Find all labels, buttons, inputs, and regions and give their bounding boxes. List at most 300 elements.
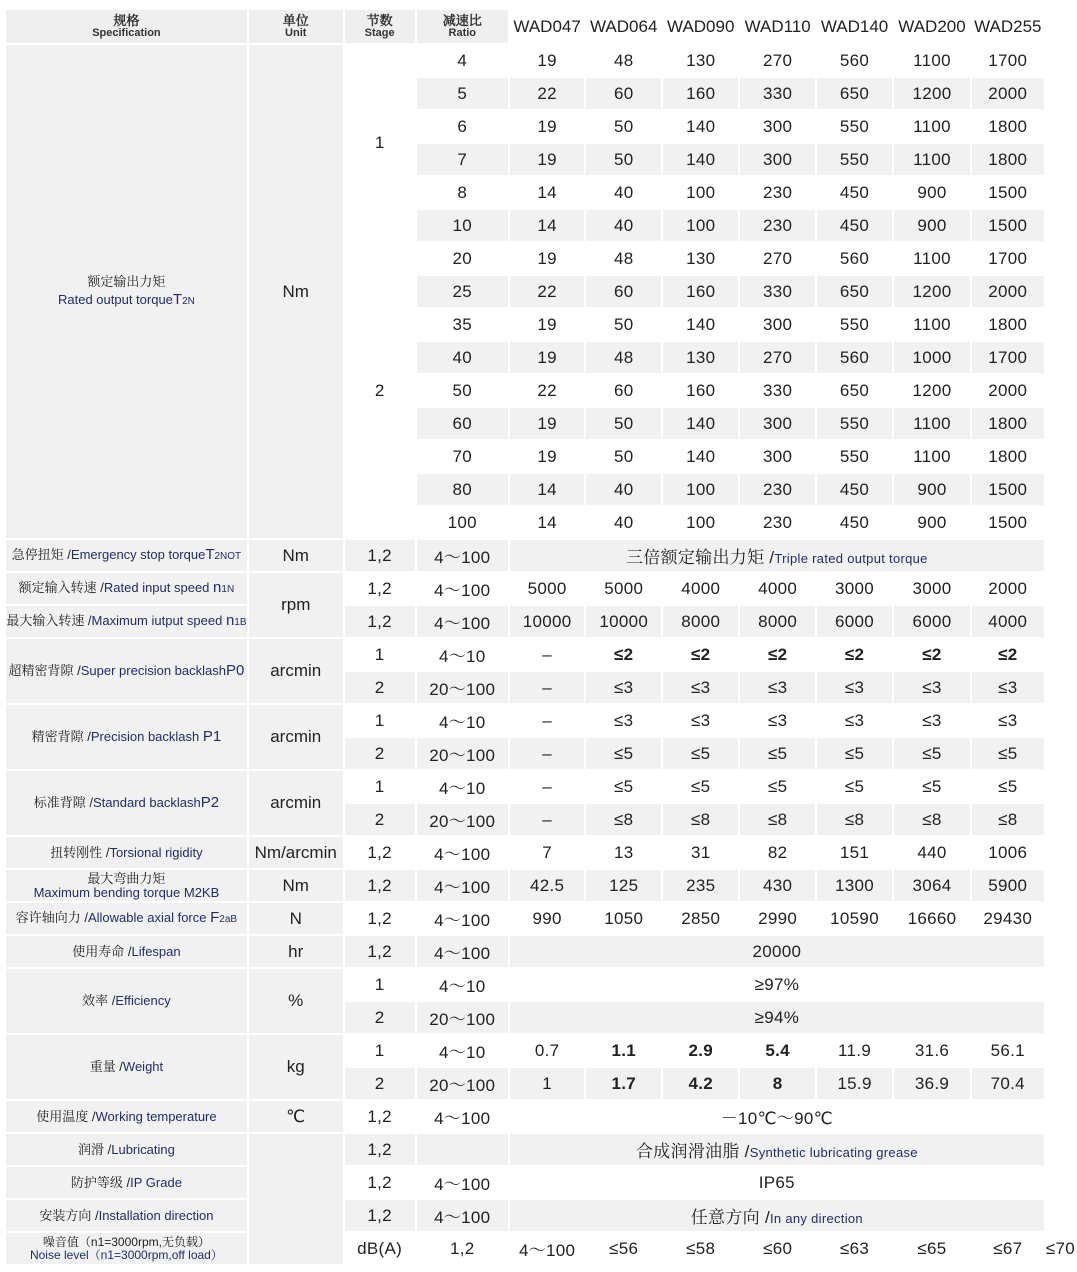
installation-label	[6, 1200, 247, 1231]
value-cell: 300	[763, 314, 793, 334]
value-cell: 11.9	[817, 1035, 892, 1066]
rated-torque-label-cn: 额定输出力矩	[87, 273, 166, 289]
value-cell: 2000	[972, 78, 1044, 109]
value-cell: 48	[613, 248, 634, 268]
value-cell: 5900	[972, 870, 1044, 901]
value-cell: 330	[740, 276, 814, 307]
value-cell: 160	[663, 276, 738, 307]
rated-torque-stage-2: 2	[345, 243, 415, 538]
stage-cell: 1,2	[345, 573, 415, 604]
ratio-cell: 8	[457, 182, 468, 202]
value-cell: ≤2	[894, 639, 969, 670]
rated-torque-sub: 2N	[182, 296, 195, 308]
value-cell: 5.4	[740, 1035, 814, 1066]
value-cell: 1500	[988, 512, 1028, 532]
value-cell: ≤2	[972, 639, 1044, 670]
header-unit-cn: 单位	[282, 12, 309, 28]
header-model: WAD200	[894, 10, 969, 43]
speed-unit: rpm	[249, 573, 343, 637]
value-cell: ≤8	[894, 804, 969, 835]
value-cell: 3064	[894, 870, 969, 901]
value-cell: 36.9	[894, 1068, 969, 1099]
ratio-cell: 4～100	[417, 837, 508, 868]
value-cell: 300	[740, 144, 814, 175]
header-stage	[345, 10, 415, 43]
value-cell: 5000	[586, 573, 661, 604]
value-cell: 550	[839, 314, 870, 334]
stage-cell: 2	[345, 738, 415, 769]
value-cell: 900	[917, 512, 947, 532]
table-row	[6, 639, 1075, 670]
value-cell: –	[510, 705, 585, 736]
value-cell: ≤3	[740, 705, 814, 736]
lubricating-value	[510, 1134, 1044, 1165]
stage-cell: 1,2	[345, 1200, 415, 1231]
efficiency-value: ≥97%	[510, 969, 1044, 1000]
value-cell: 1500	[988, 182, 1028, 202]
axial-sub: 2aB	[219, 914, 238, 926]
emergency-value-cn: 三倍额定输出力矩 /	[625, 548, 775, 567]
value-cell: 270	[740, 342, 814, 373]
ratio-cell: 4～100	[417, 903, 508, 934]
ratio-cell: 4～100	[510, 1233, 585, 1264]
value-cell: 50	[613, 116, 634, 136]
ratio-cell	[417, 1134, 508, 1165]
max-speed-sub: 1B	[234, 617, 247, 629]
value-cell: 31	[663, 837, 738, 868]
value-cell: ≤5	[972, 771, 1044, 802]
table-row	[6, 1233, 1075, 1264]
value-cell: ≤2	[586, 639, 661, 670]
value-cell: 6000	[817, 606, 892, 637]
value-cell: ≤3	[663, 672, 738, 703]
ratio-cell: 4～10	[417, 639, 508, 670]
bending-label-cn: 最大弯曲力矩	[87, 870, 166, 886]
value-cell: 14	[510, 210, 585, 241]
backlash-precision-symbol: P1	[202, 727, 222, 745]
value-cell: 650	[839, 380, 870, 400]
table-row	[6, 1167, 1075, 1198]
stage-cell: 1,2	[345, 903, 415, 934]
value-cell: 1800	[972, 144, 1044, 175]
value-cell: 1100	[894, 408, 969, 439]
stage-cell: 2	[345, 1068, 415, 1099]
header-model: WAD047	[510, 10, 585, 43]
value-cell: 10590	[817, 903, 892, 934]
value-cell: 1200	[894, 78, 969, 109]
value-cell: 22	[510, 276, 585, 307]
header-spec-cn: 规格	[113, 12, 140, 28]
value-cell: 140	[686, 314, 716, 334]
value-cell: ≤3	[586, 705, 661, 736]
value-cell: 2990	[740, 903, 814, 934]
backlash-precision-unit: arcmin	[249, 705, 343, 769]
value-cell: 300	[763, 116, 793, 136]
stage-cell: 1,2	[345, 837, 415, 868]
rated-torque-label-en: Rated output torque	[57, 292, 173, 308]
rated-torque-label	[6, 45, 247, 538]
bending-label-en: Maximum bending torque M2KB	[33, 884, 220, 900]
table-row	[6, 936, 1075, 967]
stage-cell: 2	[345, 672, 415, 703]
value-cell: ≤5	[586, 738, 661, 769]
value-cell: 130	[663, 342, 738, 373]
stage-cell: 1,2	[417, 1233, 508, 1264]
value-cell: ≤2	[817, 639, 892, 670]
value-cell: 40	[586, 210, 661, 241]
bending-unit: Nm	[249, 870, 343, 901]
value-cell: ≤3	[972, 672, 1044, 703]
lubricating-label-en: Lubricating	[111, 1141, 175, 1157]
value-cell: –	[510, 672, 585, 703]
table-row	[6, 1134, 1075, 1165]
installation-value	[510, 1200, 1044, 1231]
backlash-standard-symbol: P2	[200, 793, 220, 811]
value-cell: 8000	[663, 606, 738, 637]
header-ratio-en: Ratio	[448, 26, 477, 39]
value-cell: 130	[686, 248, 716, 268]
header-unit	[249, 10, 343, 43]
value-cell: ≤3	[586, 672, 661, 703]
emergency-value-en: Triple rated output torque	[774, 551, 928, 566]
ratio-cell: 20～100	[417, 1002, 508, 1033]
value-cell: 160	[686, 380, 716, 400]
value-cell: 270	[763, 50, 793, 70]
value-cell: 48	[586, 342, 661, 373]
noise-label-cn: 噪音值（n1=3000rpm,无负载）	[42, 1234, 210, 1249]
ratio-cell: 20	[452, 248, 473, 268]
noise-label	[6, 1233, 247, 1264]
efficiency-label-cn: 效率 /	[82, 993, 116, 1009]
value-cell: 650	[817, 78, 892, 109]
lifespan-label-en: Lifespan	[131, 943, 181, 959]
ratio-cell: 100	[447, 512, 477, 532]
ratio-cell: 70	[452, 446, 473, 466]
max-speed-label-en: Maximum iutput speed	[91, 613, 223, 629]
value-cell: 235	[663, 870, 738, 901]
backlash-precision-label-cn: 精密背隙 /	[31, 728, 91, 744]
value-cell: ≤3	[972, 705, 1044, 736]
value-cell: 10000	[510, 606, 585, 637]
value-cell: 3000	[894, 573, 969, 604]
backlash-precision-label-en: Precision backlash	[90, 728, 200, 744]
value-cell: 990	[510, 903, 585, 934]
efficiency-label-en: Efficiency	[115, 993, 171, 1009]
value-cell: 31.6	[894, 1035, 969, 1066]
value-cell: 1100	[913, 314, 951, 334]
value-cell: ≤5	[740, 771, 814, 802]
value-cell: 8000	[740, 606, 814, 637]
ip-label	[6, 1167, 247, 1198]
value-cell: 40	[586, 474, 661, 505]
value-cell: 270	[763, 248, 793, 268]
installation-label-en: Installation direction	[98, 1207, 214, 1223]
ratio-cell: 4～10	[417, 1035, 508, 1066]
value-cell: 8	[740, 1068, 814, 1099]
backlash-standard-label-en: Standard backlash	[93, 794, 201, 810]
ratio-cell: 4～100	[417, 870, 508, 901]
value-cell: 1	[510, 1068, 585, 1099]
header-ratio	[417, 10, 508, 43]
value-cell: 2.9	[663, 1035, 738, 1066]
stage-cell: 1	[345, 1035, 415, 1066]
ratio-cell: 20～100	[417, 672, 508, 703]
value-cell: 1050	[586, 903, 661, 934]
value-cell: 560	[817, 342, 892, 373]
value-cell: ≤3	[817, 705, 892, 736]
value-cell: ≤5	[663, 771, 738, 802]
value-cell: 6000	[894, 606, 969, 637]
lifespan-value: 20000	[510, 936, 1044, 967]
value-cell: –	[510, 804, 585, 835]
value-cell: 14	[510, 474, 585, 505]
stage-cell: 1,2	[345, 1134, 415, 1165]
value-cell: 1100	[913, 50, 951, 70]
value-cell: 230	[740, 210, 814, 241]
value-cell: 1800	[988, 446, 1028, 466]
value-cell: ≤2	[740, 639, 814, 670]
table-row	[6, 903, 1075, 934]
table-row	[6, 969, 1075, 1000]
emergency-value	[510, 540, 1044, 571]
axial-label-cn: 容许轴向力 /	[15, 910, 88, 926]
axial-unit: N	[249, 903, 343, 934]
rated-torque-unit: Nm	[249, 45, 343, 538]
value-cell: 1800	[988, 314, 1028, 334]
efficiency-unit: %	[249, 969, 343, 1033]
value-cell: 330	[763, 380, 793, 400]
value-cell: 56.1	[972, 1035, 1044, 1066]
value-cell: 230	[763, 182, 793, 202]
header-spec-en: Specification	[92, 26, 161, 39]
torsional-label	[6, 837, 247, 868]
ratio-cell: 10	[417, 210, 508, 241]
value-cell: 50	[586, 144, 661, 175]
value-cell: ≤8	[586, 804, 661, 835]
value-cell: 1.1	[586, 1035, 661, 1066]
value-cell: 60	[613, 380, 634, 400]
value-cell: 50	[613, 446, 634, 466]
stage-cell: 1,2	[345, 870, 415, 901]
header-model: WAD064	[586, 10, 661, 43]
value-cell: 0.7	[510, 1035, 585, 1066]
value-cell: 430	[740, 870, 814, 901]
value-cell: 2000	[988, 380, 1028, 400]
emergency-label-en: Emergency stop torque	[70, 547, 206, 563]
value-cell: 19	[510, 144, 585, 175]
lifespan-label	[6, 936, 247, 967]
header-model: WAD140	[817, 10, 892, 43]
table-row	[6, 771, 1075, 802]
value-cell: 1800	[972, 408, 1044, 439]
backlash-super-unit: arcmin	[249, 639, 343, 703]
value-cell: 4.2	[663, 1068, 738, 1099]
value-cell: 100	[663, 210, 738, 241]
ratio-cell: 5	[417, 78, 508, 109]
lifespan-label-cn: 使用寿命 /	[72, 943, 132, 959]
ratio-cell: 4～100	[417, 540, 508, 571]
value-cell: 140	[663, 408, 738, 439]
emergency-unit: Nm	[249, 540, 343, 571]
ratio-cell: 4～100	[417, 573, 508, 604]
value-cell: 70.4	[972, 1068, 1044, 1099]
value-cell: ≤2	[663, 639, 738, 670]
backlash-super-label-cn: 超精密背隙 /	[8, 662, 81, 678]
torsional-label-cn: 扭转刚性 /	[50, 844, 110, 860]
value-cell: 4000	[972, 606, 1044, 637]
value-cell: 50	[586, 408, 661, 439]
value-cell: 19	[537, 248, 557, 268]
value-cell: ≤56	[586, 1233, 661, 1264]
value-cell: 900	[917, 182, 947, 202]
table-row	[6, 45, 1075, 76]
value-cell: 16660	[894, 903, 969, 934]
value-cell: 1800	[988, 116, 1028, 136]
value-cell: 1700	[988, 50, 1028, 70]
ip-label-en: IP Grade	[130, 1174, 182, 1190]
value-cell: 100	[686, 512, 716, 532]
value-cell: 14	[537, 512, 557, 532]
value-cell: 19	[537, 116, 557, 136]
header-row	[6, 10, 1075, 43]
stage-cell: 2	[345, 804, 415, 835]
header-stage-cn: 节数	[366, 12, 393, 28]
backlash-super-label-en: Super precision backlash	[80, 662, 226, 678]
value-cell: 7	[510, 837, 585, 868]
backlash-super-label	[6, 639, 247, 703]
value-cell: –	[510, 771, 585, 802]
ratio-cell: 20～100	[417, 1068, 508, 1099]
ratio-cell: 6	[457, 116, 468, 136]
value-cell: 2850	[663, 903, 738, 934]
ratio-cell: 60	[417, 408, 508, 439]
value-cell: 100	[663, 474, 738, 505]
lubricating-label	[6, 1134, 247, 1165]
header-model: WAD255	[972, 10, 1044, 43]
value-cell: 1200	[894, 276, 969, 307]
stage-cell: 1,2	[345, 540, 415, 571]
table-row	[6, 837, 1075, 868]
stage-cell: 1	[345, 969, 415, 1000]
value-cell: 125	[586, 870, 661, 901]
weight-unit: kg	[249, 1035, 343, 1099]
value-cell: ≤60	[740, 1233, 814, 1264]
value-cell: 560	[839, 50, 870, 70]
lubricating-value-cn: 合成润滑油脂 /	[635, 1142, 750, 1161]
value-cell: 13	[586, 837, 661, 868]
value-cell: 10000	[586, 606, 661, 637]
value-cell: 1100	[913, 116, 951, 136]
input-speed-sub: 1N	[221, 584, 235, 596]
value-cell: 19	[510, 342, 585, 373]
value-cell: 140	[663, 144, 738, 175]
value-cell: 19	[510, 408, 585, 439]
value-cell: 48	[613, 50, 634, 70]
max-speed-label-cn: 最大输入转速 /	[6, 613, 92, 629]
table-row	[6, 606, 1075, 637]
value-cell: ≤3	[817, 672, 892, 703]
value-cell: 19	[537, 446, 557, 466]
value-cell: –	[510, 738, 585, 769]
value-cell: 4000	[740, 573, 814, 604]
lifespan-unit: hr	[249, 936, 343, 967]
value-cell: 230	[763, 512, 793, 532]
ratio-cell: 4～100	[417, 1200, 508, 1231]
weight-label	[6, 1035, 247, 1099]
table-row	[6, 705, 1075, 736]
stage-cell: 1	[345, 705, 415, 736]
value-cell: ≤5	[894, 771, 969, 802]
emergency-symbol: T	[205, 546, 215, 564]
noise-unit: dB(A)	[345, 1233, 415, 1264]
emergency-label-cn: 急停扭矩 /	[11, 547, 71, 563]
value-cell: 550	[839, 116, 870, 136]
value-cell: ≤3	[894, 672, 969, 703]
value-cell: ≤8	[972, 804, 1044, 835]
value-cell: –	[510, 639, 585, 670]
stage-cell: 1,2	[345, 606, 415, 637]
value-cell: 1700	[988, 248, 1028, 268]
value-cell: 550	[817, 408, 892, 439]
ratio-cell: 4～100	[417, 606, 508, 637]
axial-label-en: Allowable axial force	[87, 910, 207, 926]
value-cell: 15.9	[817, 1068, 892, 1099]
value-cell: 560	[839, 248, 870, 268]
emergency-label	[6, 540, 247, 571]
value-cell: ≤5	[817, 738, 892, 769]
stage-cell: 1,2	[345, 1167, 415, 1198]
ratio-cell: 20～100	[417, 804, 508, 835]
value-cell: ≤8	[663, 804, 738, 835]
input-speed-label-cn: 额定输入转速 /	[18, 580, 104, 596]
bending-label	[6, 870, 247, 901]
weight-label-en: Weight	[122, 1059, 164, 1075]
header-ratio-cn: 减速比	[442, 12, 482, 28]
value-cell: 230	[740, 474, 814, 505]
ratio-cell: 20～100	[417, 738, 508, 769]
value-cell: 2000	[972, 573, 1044, 604]
value-cell: ≤3	[894, 705, 969, 736]
value-cell: ≤3	[663, 705, 738, 736]
table-row	[6, 573, 1075, 604]
value-cell: 3000	[817, 573, 892, 604]
value-cell: 4000	[663, 573, 738, 604]
ratio-cell: 4～100	[417, 936, 508, 967]
backlash-super-symbol: P0	[225, 661, 245, 679]
max-speed-label	[6, 606, 247, 637]
value-cell: 22	[537, 380, 557, 400]
value-cell: 550	[817, 144, 892, 175]
value-cell: 5000	[510, 573, 585, 604]
torsional-label-en: Torsional rigidity	[109, 844, 203, 860]
value-cell: ≤5	[740, 738, 814, 769]
value-cell: ≤5	[817, 771, 892, 802]
weight-label-cn: 重量 /	[89, 1059, 123, 1075]
input-speed-label	[6, 573, 247, 604]
value-cell: 50	[613, 314, 634, 334]
value-cell: ≤5	[894, 738, 969, 769]
value-cell: ≤67	[972, 1233, 1044, 1264]
temperature-unit: ℃	[249, 1101, 343, 1132]
value-cell: ≤5	[972, 738, 1044, 769]
value-cell: 1006	[972, 837, 1044, 868]
header-stage-en: Stage	[364, 26, 395, 39]
value-cell: 2000	[972, 276, 1044, 307]
lubricating-value-en: Synthetic lubricating grease	[749, 1145, 918, 1160]
value-cell: ≤8	[740, 804, 814, 835]
value-cell: 40	[613, 512, 634, 532]
value-cell: ≤63	[817, 1233, 892, 1264]
